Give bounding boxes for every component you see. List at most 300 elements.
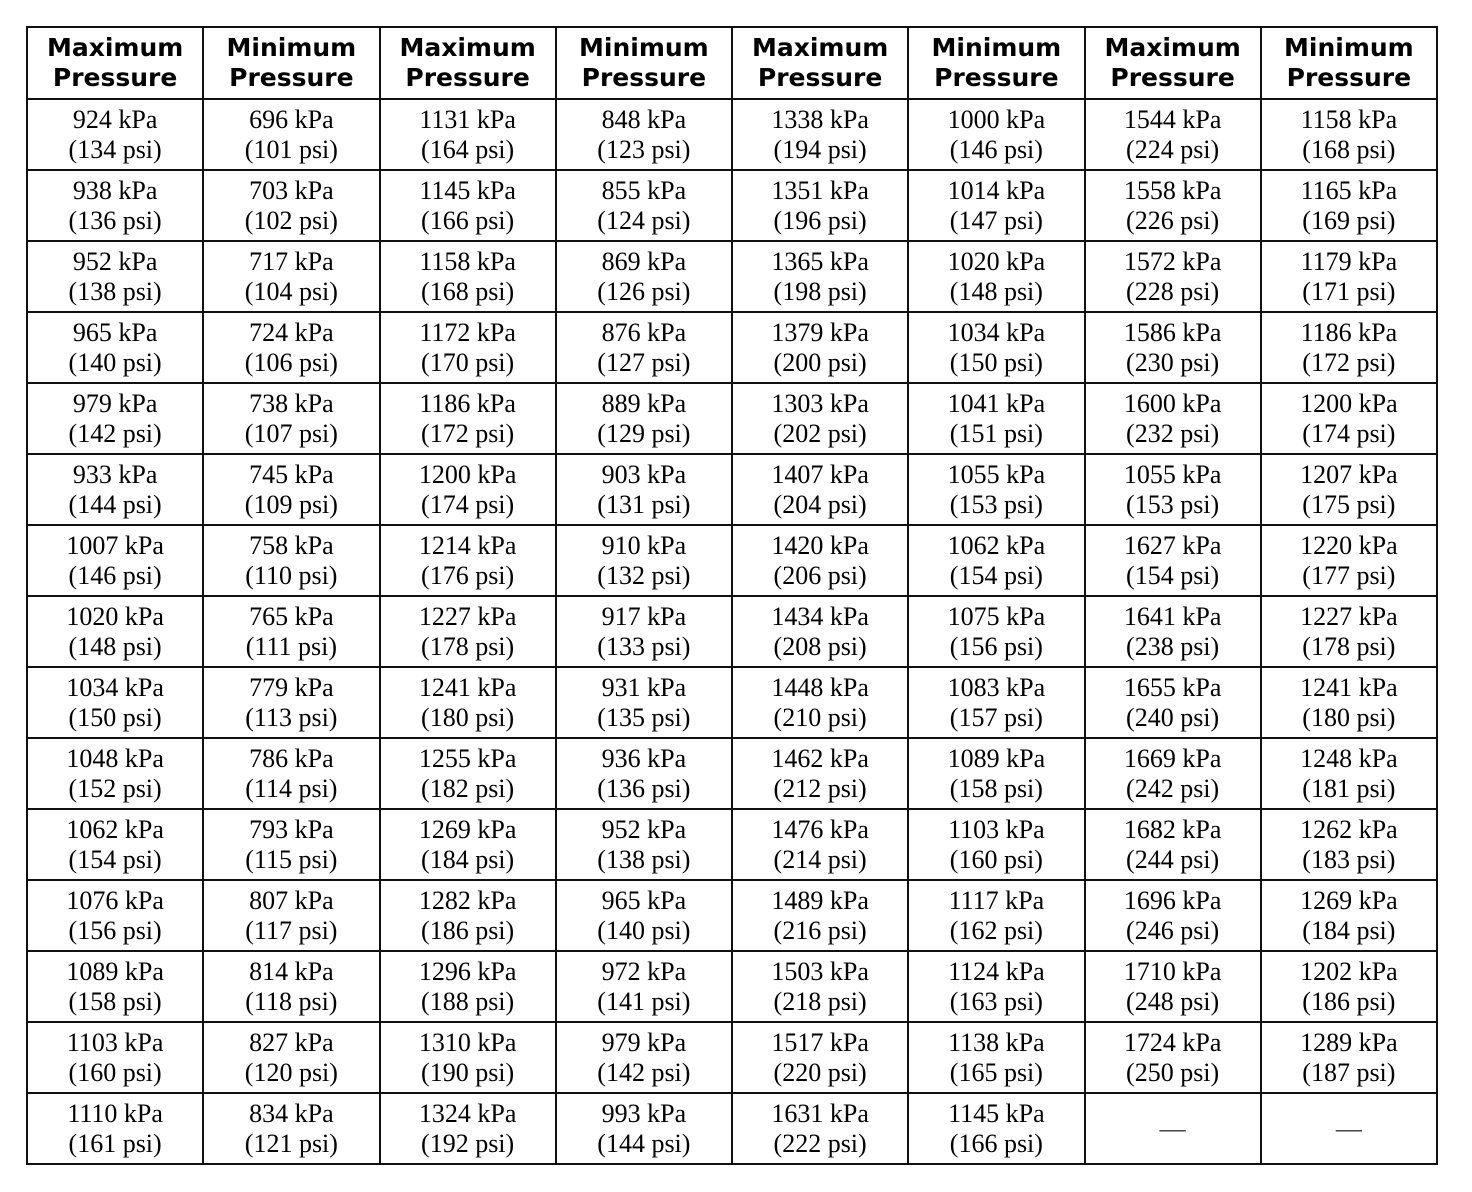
table-cell	[380, 880, 556, 951]
table-cell	[1261, 454, 1437, 525]
column-header	[556, 27, 732, 99]
pressure-kpa: 1207 kPa	[1300, 459, 1398, 489]
column-header-text: Pressure	[229, 63, 354, 92]
table-cell	[1085, 454, 1261, 525]
pressure-psi: (146 psi)	[949, 134, 1043, 164]
table-cell	[380, 1093, 556, 1164]
table-cell	[908, 738, 1084, 809]
pressure-kpa: 745 kPa	[249, 459, 334, 489]
pressure-psi: (160 psi)	[949, 844, 1043, 874]
table-cell	[556, 99, 732, 170]
pressure-psi: (138 psi)	[68, 276, 162, 306]
pressure-kpa: 1310 kPa	[418, 1027, 517, 1057]
column-header	[1261, 27, 1437, 99]
pressure-psi: (144 psi)	[68, 489, 162, 519]
pressure-psi: (146 psi)	[68, 560, 162, 590]
table-cell	[380, 596, 556, 667]
table-cell	[380, 312, 556, 383]
pressure-kpa: 1000 kPa	[947, 104, 1046, 134]
pressure-kpa: 1220 kPa	[1300, 530, 1398, 560]
pressure-psi: (156 psi)	[949, 631, 1043, 661]
pressure-psi: (174 psi)	[421, 489, 515, 519]
pressure-psi: (113 psi)	[245, 702, 338, 732]
table-cell	[27, 951, 203, 1022]
pressure-kpa: 1586 kPa	[1123, 317, 1222, 347]
pressure-kpa: 1627 kPa	[1123, 530, 1222, 560]
table-cell	[1085, 596, 1261, 667]
pressure-kpa: 972 kPa	[601, 956, 687, 986]
pressure-psi: (138 psi)	[597, 844, 691, 874]
pressure-psi: (192 psi)	[421, 1128, 515, 1158]
table-cell	[1261, 738, 1437, 809]
table-cell	[203, 170, 379, 241]
pressure-kpa: 1089 kPa	[947, 743, 1046, 773]
pressure-kpa: 1600 kPa	[1123, 388, 1222, 418]
pressure-psi: (157 psi)	[949, 702, 1043, 732]
column-header-text: Pressure	[405, 63, 530, 92]
table-cell	[908, 525, 1084, 596]
pressure-psi: (170 psi)	[421, 347, 515, 377]
pressure-kpa: 1241 kPa	[1300, 672, 1398, 702]
pressure-psi: (163 psi)	[949, 986, 1043, 1016]
table-cell	[732, 1022, 908, 1093]
pressure-psi: (220 psi)	[773, 1057, 867, 1087]
table-row	[27, 667, 1437, 738]
table-cell	[27, 667, 203, 738]
pressure-psi: (110 psi)	[245, 560, 338, 590]
pressure-kpa: 1296 kPa	[418, 956, 517, 986]
pressure-kpa: 1641 kPa	[1123, 601, 1222, 631]
pressure-psi: (153 psi)	[949, 489, 1043, 519]
pressure-psi: (121 psi)	[244, 1128, 338, 1158]
pressure-psi: (246 psi)	[1126, 915, 1220, 945]
pressure-psi: (106 psi)	[244, 347, 338, 377]
pressure-psi: (174 psi)	[1302, 418, 1396, 448]
table-row	[27, 312, 1437, 383]
pressure-psi: (186 psi)	[1302, 986, 1396, 1016]
table-row	[27, 241, 1437, 312]
pressure-psi: (123 psi)	[597, 134, 691, 164]
pressure-psi: (178 psi)	[421, 631, 515, 661]
pressure-psi: (166 psi)	[421, 205, 515, 235]
table-cell	[908, 312, 1084, 383]
pressure-psi: (238 psi)	[1126, 631, 1220, 661]
pressure-psi: (101 psi)	[244, 134, 338, 164]
pressure-psi: (180 psi)	[421, 702, 515, 732]
pressure-psi: (124 psi)	[597, 205, 691, 235]
pressure-psi: (188 psi)	[421, 986, 515, 1016]
pressure-kpa: 1365 kPa	[771, 246, 869, 276]
pressure-psi: (136 psi)	[597, 773, 691, 803]
table-row	[27, 525, 1437, 596]
pressure-psi: (104 psi)	[244, 276, 338, 306]
table-cell	[556, 454, 732, 525]
table-cell	[908, 667, 1084, 738]
pressure-kpa: 1055 kPa	[1123, 459, 1222, 489]
pressure-kpa: 979 kPa	[601, 1027, 687, 1057]
table-cell	[203, 241, 379, 312]
table-row	[27, 1022, 1437, 1093]
table-row	[27, 951, 1437, 1022]
pressure-kpa: 1172 kPa	[419, 317, 516, 347]
pressure-kpa: 1269 kPa	[1300, 885, 1398, 915]
table-cell	[27, 99, 203, 170]
table-cell	[732, 99, 908, 170]
pressure-kpa: 1131 kPa	[419, 104, 516, 134]
pressure-kpa: 1179 kPa	[1300, 246, 1398, 276]
pressure-kpa: 965 kPa	[72, 317, 158, 347]
table-cell	[1085, 667, 1261, 738]
column-header-text: Pressure	[1110, 63, 1235, 92]
pressure-kpa: 1034 kPa	[947, 317, 1046, 347]
table-cell	[556, 1022, 732, 1093]
pressure-kpa: 1158 kPa	[1300, 104, 1398, 134]
pressure-psi: (152 psi)	[68, 773, 162, 803]
pressure-psi: (109 psi)	[244, 489, 338, 519]
header-row	[27, 27, 1437, 99]
pressure-psi: (204 psi)	[773, 489, 867, 519]
pressure-psi: (142 psi)	[597, 1057, 691, 1087]
pressure-psi: (111 psi)	[245, 631, 337, 661]
table-cell	[732, 951, 908, 1022]
pressure-kpa: 869 kPa	[601, 246, 687, 276]
pressure-psi: (176 psi)	[421, 560, 515, 590]
pressure-psi: (162 psi)	[949, 915, 1043, 945]
column-header	[380, 27, 556, 99]
pressure-psi: (115 psi)	[245, 844, 338, 874]
pressure-kpa: 1407 kPa	[771, 459, 869, 489]
pressure-kpa: 1138 kPa	[948, 1027, 1045, 1057]
pressure-kpa: 848 kPa	[601, 104, 687, 134]
pressure-kpa: 779 kPa	[249, 672, 334, 702]
table-cell	[732, 170, 908, 241]
pressure-kpa: 1227 kPa	[418, 601, 517, 631]
pressure-psi: (244 psi)	[1126, 844, 1220, 874]
table-cell	[380, 383, 556, 454]
pressure-kpa: 1020 kPa	[947, 246, 1046, 276]
pressure-kpa: 1255 kPa	[418, 743, 517, 773]
table-cell	[380, 1022, 556, 1093]
table-cell	[380, 809, 556, 880]
pressure-kpa: 765 kPa	[249, 601, 334, 631]
table-cell	[1085, 880, 1261, 951]
pressure-kpa: 1517 kPa	[771, 1027, 869, 1057]
pressure-psi: (169 psi)	[1302, 205, 1396, 235]
table-cell	[556, 880, 732, 951]
pressure-psi: (148 psi)	[68, 631, 162, 661]
pressure-psi: (177 psi)	[1302, 560, 1396, 590]
table-cell	[1261, 525, 1437, 596]
pressure-kpa: 793 kPa	[249, 814, 334, 844]
table-cell	[732, 596, 908, 667]
table-cell	[27, 738, 203, 809]
pressure-kpa: 1089 kPa	[66, 956, 164, 986]
pressure-psi: (212 psi)	[773, 773, 867, 803]
pressure-kpa: 1351 kPa	[771, 175, 869, 205]
pressure-kpa: 1145 kPa	[419, 175, 516, 205]
pressure-psi: (250 psi)	[1126, 1057, 1220, 1087]
table-cell	[27, 880, 203, 951]
pressure-psi: (171 psi)	[1302, 276, 1396, 306]
table-cell	[1261, 667, 1437, 738]
pressure-kpa: 965 kPa	[601, 885, 687, 915]
table-cell	[27, 170, 203, 241]
column-header-text: Minimum	[226, 33, 357, 62]
pressure-kpa: 1262 kPa	[1300, 814, 1398, 844]
pressure-kpa: 1710 kPa	[1123, 956, 1222, 986]
pressure-psi: (164 psi)	[421, 134, 515, 164]
table-cell	[1261, 880, 1437, 951]
table-cell	[203, 738, 379, 809]
pressure-kpa: 938 kPa	[72, 175, 158, 205]
table-cell	[908, 951, 1084, 1022]
pressure-psi: (140 psi)	[68, 347, 162, 377]
pressure-kpa: 1282 kPa	[418, 885, 517, 915]
pressure-kpa: 786 kPa	[249, 743, 334, 773]
pressure-kpa: 696 kPa	[249, 104, 334, 134]
table-cell	[556, 738, 732, 809]
table-cell	[908, 809, 1084, 880]
pressure-psi: (196 psi)	[773, 205, 867, 235]
column-header	[27, 27, 203, 99]
table-cell	[732, 809, 908, 880]
pressure-psi: (172 psi)	[1302, 347, 1396, 377]
pressure-psi: (154 psi)	[949, 560, 1043, 590]
pressure-kpa: 952 kPa	[601, 814, 687, 844]
table-cell	[203, 383, 379, 454]
pressure-kpa: 1062 kPa	[947, 530, 1046, 560]
pressure-kpa: 814 kPa	[249, 956, 334, 986]
pressure-psi: (131 psi)	[597, 489, 691, 519]
pressure-kpa: 936 kPa	[601, 743, 687, 773]
pressure-psi: (168 psi)	[1302, 134, 1396, 164]
pressure-kpa: 933 kPa	[72, 459, 158, 489]
pressure-kpa: 1724 kPa	[1123, 1027, 1222, 1057]
table-cell	[908, 1093, 1084, 1164]
pressure-psi: (153 psi)	[1126, 489, 1220, 519]
pressure-kpa: 1014 kPa	[947, 175, 1046, 205]
pressure-kpa: 1158 kPa	[419, 246, 516, 276]
pressure-kpa: 979 kPa	[72, 388, 158, 418]
table-cell	[556, 667, 732, 738]
table-cell	[203, 951, 379, 1022]
pressure-kpa: 1124 kPa	[948, 956, 1045, 986]
table-cell	[380, 454, 556, 525]
table-cell	[380, 99, 556, 170]
pressure-psi: (200 psi)	[773, 347, 867, 377]
table-row	[27, 809, 1437, 880]
pressure-psi: (184 psi)	[1302, 915, 1396, 945]
pressure-kpa: 952 kPa	[72, 246, 158, 276]
pressure-kpa: 758 kPa	[249, 530, 334, 560]
pressure-psi: (210 psi)	[773, 702, 867, 732]
pressure-psi: (129 psi)	[597, 418, 691, 448]
table-cell	[908, 454, 1084, 525]
pressure-psi: (151 psi)	[949, 418, 1043, 448]
table-cell	[1085, 1093, 1261, 1164]
pressure-kpa: 1503 kPa	[771, 956, 869, 986]
pressure-kpa: 993 kPa	[601, 1098, 687, 1128]
pressure-psi: (232 psi)	[1126, 418, 1220, 448]
pressure-kpa: 1434 kPa	[771, 601, 869, 631]
pressure-psi: (198 psi)	[773, 276, 867, 306]
pressure-kpa: 1110 kPa	[67, 1098, 163, 1128]
table-cell	[203, 312, 379, 383]
table-cell	[732, 241, 908, 312]
pressure-kpa: 1048 kPa	[66, 743, 164, 773]
pressure-psi: (226 psi)	[1126, 205, 1220, 235]
pressure-psi: (144 psi)	[597, 1128, 691, 1158]
table-cell	[556, 241, 732, 312]
table-cell	[732, 738, 908, 809]
table-cell	[1085, 951, 1261, 1022]
table-cell	[556, 312, 732, 383]
table-cell	[203, 525, 379, 596]
table-row	[27, 454, 1437, 525]
pressure-psi: (114 psi)	[245, 773, 338, 803]
table-cell	[203, 667, 379, 738]
table-cell	[27, 454, 203, 525]
pressure-psi: (168 psi)	[421, 276, 515, 306]
pressure-psi: (187 psi)	[1302, 1057, 1396, 1087]
table-cell	[732, 454, 908, 525]
table-cell	[732, 880, 908, 951]
pressure-psi: (183 psi)	[1302, 844, 1396, 874]
pressure-kpa: 827 kPa	[249, 1027, 334, 1057]
pressure-kpa: 1020 kPa	[66, 601, 164, 631]
pressure-kpa: 1165 kPa	[1300, 175, 1398, 205]
pressure-psi: (214 psi)	[773, 844, 867, 874]
pressure-psi: (154 psi)	[1126, 560, 1220, 590]
column-header-text: Maximum	[399, 33, 536, 62]
table-cell	[1085, 738, 1261, 809]
table-cell	[1261, 596, 1437, 667]
pressure-psi: (208 psi)	[773, 631, 867, 661]
pressure-kpa: 1696 kPa	[1123, 885, 1222, 915]
pressure-psi: (166 psi)	[949, 1128, 1043, 1158]
pressure-kpa: 717 kPa	[249, 246, 334, 276]
pressure-kpa: 903 kPa	[601, 459, 687, 489]
table-cell	[556, 596, 732, 667]
column-header-text: Maximum	[1104, 33, 1241, 62]
pressure-kpa: 1324 kPa	[418, 1098, 517, 1128]
table-cell	[908, 241, 1084, 312]
pressure-kpa: 1489 kPa	[771, 885, 869, 915]
pressure-kpa: 1186 kPa	[1300, 317, 1398, 347]
pressure-kpa: 924 kPa	[72, 104, 158, 134]
pressure-kpa: 1241 kPa	[418, 672, 517, 702]
pressure-psi: (118 psi)	[245, 986, 338, 1016]
pressure-kpa: 703 kPa	[249, 175, 334, 205]
pressure-kpa: 1476 kPa	[771, 814, 869, 844]
table-cell	[556, 951, 732, 1022]
pressure-psi: (135 psi)	[597, 702, 691, 732]
pressure-kpa: 1420 kPa	[771, 530, 869, 560]
table-cell	[1085, 99, 1261, 170]
pressure-psi: (107 psi)	[244, 418, 338, 448]
pressure-kpa: 1631 kPa	[771, 1098, 869, 1128]
table-cell	[380, 951, 556, 1022]
pressure-kpa: 1572 kPa	[1123, 246, 1222, 276]
table-cell	[27, 596, 203, 667]
table-cell	[27, 241, 203, 312]
table-row	[27, 170, 1437, 241]
pressure-kpa: 1269 kPa	[418, 814, 517, 844]
pressure-psi: (154 psi)	[68, 844, 162, 874]
table-cell	[27, 1093, 203, 1164]
pressure-psi: (190 psi)	[421, 1057, 515, 1087]
pressure-psi: (102 psi)	[244, 205, 338, 235]
table-cell	[380, 170, 556, 241]
table-cell	[556, 170, 732, 241]
column-header-text: Minimum	[579, 33, 709, 62]
table-cell	[1261, 383, 1437, 454]
column-header-text: Minimum	[1284, 33, 1414, 62]
column-header-text: Maximum	[751, 33, 889, 62]
table-cell	[203, 454, 379, 525]
table-row	[27, 596, 1437, 667]
column-header	[732, 27, 908, 99]
pressure-kpa: 1200 kPa	[1300, 388, 1398, 418]
pressure-psi: (148 psi)	[949, 276, 1043, 306]
column-header-text: Pressure	[52, 63, 178, 92]
pressure-kpa: 1544 kPa	[1123, 104, 1222, 134]
pressure-psi: (161 psi)	[68, 1128, 162, 1158]
table-cell	[1085, 1022, 1261, 1093]
column-header-text: Pressure	[581, 63, 707, 92]
pressure-psi: (186 psi)	[421, 915, 515, 945]
pressure-psi: (206 psi)	[773, 560, 867, 590]
table-cell	[1261, 241, 1437, 312]
table-cell	[1085, 525, 1261, 596]
column-header	[203, 27, 379, 99]
pressure-kpa: 1007 kPa	[66, 530, 164, 560]
pressure-kpa: 1200 kPa	[418, 459, 517, 489]
column-header-text: Pressure	[1286, 63, 1412, 92]
table-cell	[1261, 99, 1437, 170]
pressure-psi: (180 psi)	[1302, 702, 1396, 732]
pressure-psi: (248 psi)	[1126, 986, 1220, 1016]
table-row	[27, 1093, 1437, 1164]
table-cell	[27, 809, 203, 880]
pressure-kpa: 1202 kPa	[1300, 956, 1398, 986]
table-cell	[1085, 241, 1261, 312]
pressure-kpa: 855 kPa	[601, 175, 687, 205]
pressure-kpa: 1248 kPa	[1300, 743, 1398, 773]
column-header-text: Minimum	[931, 33, 1062, 62]
pressure-kpa: 910 kPa	[601, 530, 687, 560]
table-row	[27, 383, 1437, 454]
pressure-psi: (133 psi)	[597, 631, 691, 661]
table-cell	[556, 809, 732, 880]
pressure-kpa: 1062 kPa	[66, 814, 164, 844]
table-cell	[380, 667, 556, 738]
table-cell	[203, 1093, 379, 1164]
table-cell	[908, 596, 1084, 667]
pressure-psi: (140 psi)	[597, 915, 691, 945]
column-header	[908, 27, 1084, 99]
table-cell	[732, 312, 908, 383]
pressure-psi: (142 psi)	[68, 418, 162, 448]
pressure-psi: (120 psi)	[244, 1057, 338, 1087]
pressure-kpa: 1145 kPa	[948, 1098, 1045, 1128]
pressure-kpa: 1655 kPa	[1123, 672, 1222, 702]
table-cell	[1085, 383, 1261, 454]
pressure-psi: (182 psi)	[421, 773, 515, 803]
table-cell	[203, 596, 379, 667]
pressure-kpa: 876 kPa	[601, 317, 687, 347]
pressure-kpa: 1075 kPa	[947, 601, 1046, 631]
